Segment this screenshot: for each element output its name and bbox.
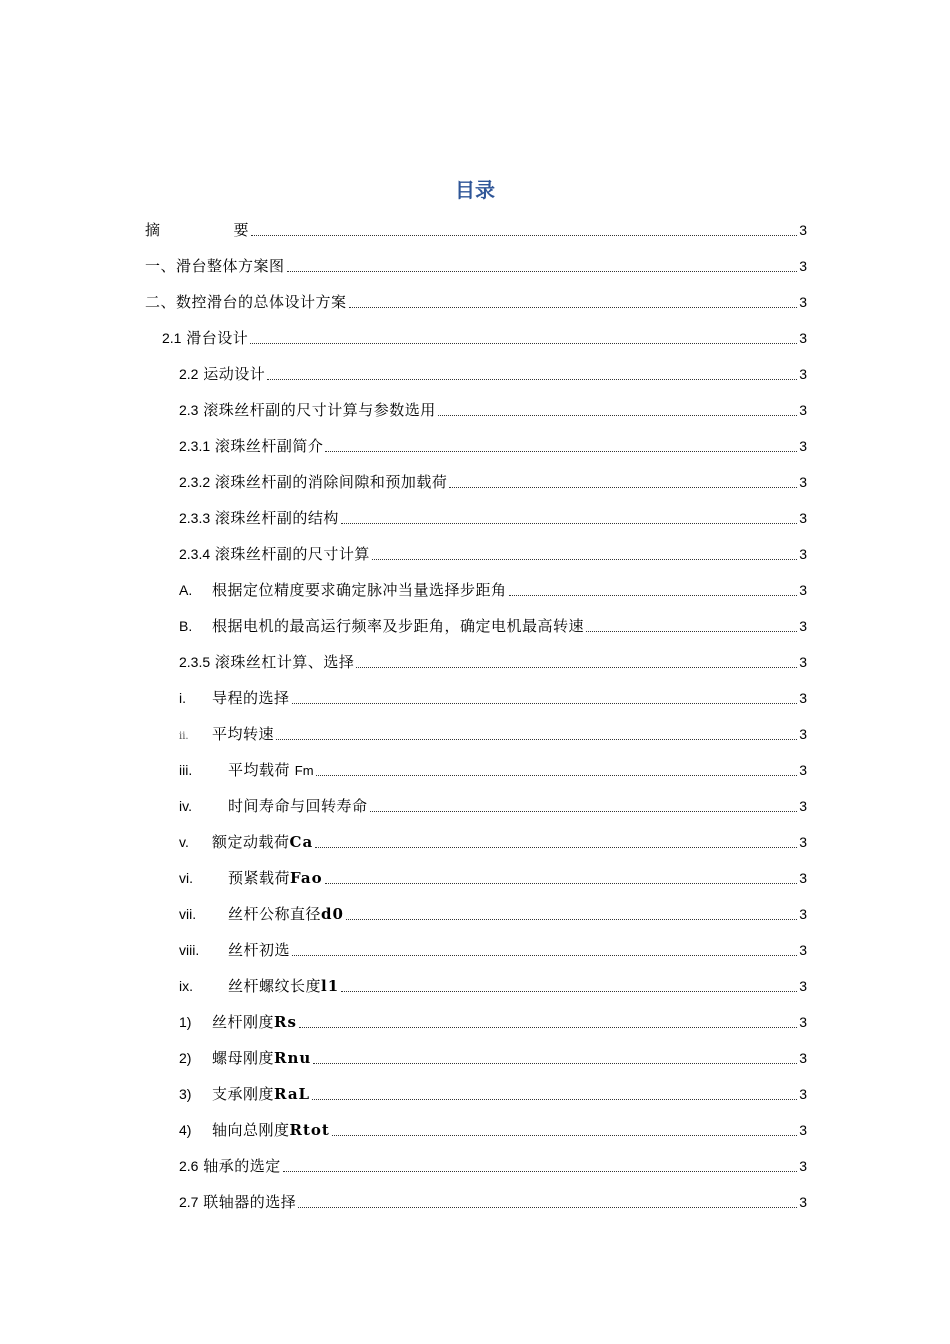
toc-entry-label xyxy=(179,974,339,998)
toc-entry-marker: ii. xyxy=(179,731,189,742)
toc-entry-label xyxy=(179,1154,281,1178)
toc-page-number: 3 xyxy=(799,258,807,274)
toc-page-number: 3 xyxy=(799,582,807,598)
dot-leader xyxy=(586,630,797,632)
toc-page-number: 3 xyxy=(799,366,807,382)
dot-leader xyxy=(349,306,798,308)
toc-entry-label xyxy=(145,218,249,242)
toc-entry-number: 2.3.5 xyxy=(179,654,211,670)
toc-entry-text: 一、滑台整体方案图 xyxy=(145,257,285,275)
toc-entry-marker: ix. xyxy=(179,978,193,994)
toc-entry[interactable] xyxy=(179,578,807,602)
toc-entry[interactable] xyxy=(179,758,807,782)
toc-entry-number: 2.3.4 xyxy=(179,546,211,562)
dot-leader xyxy=(332,1134,797,1136)
toc-entry-text: 导程的选择 xyxy=(212,689,290,707)
toc-page-number: 3 xyxy=(799,1014,807,1030)
dot-leader xyxy=(251,234,797,236)
toc-entry-label xyxy=(179,1190,296,1214)
toc-entry-symbol: Ca xyxy=(289,833,314,851)
toc-entry[interactable] xyxy=(162,326,807,350)
toc-entry[interactable] xyxy=(179,470,807,494)
dot-leader xyxy=(250,342,797,344)
dot-leader xyxy=(356,666,797,668)
toc-entry-text-2: 要 xyxy=(233,221,250,239)
dot-leader xyxy=(298,1206,797,1208)
toc-entry-text: 时间寿命与回转寿命 xyxy=(228,797,368,815)
toc-entry[interactable] xyxy=(179,650,807,674)
toc-entry-text: 滚珠丝杆副简介 xyxy=(214,437,324,455)
toc-entry-number: 2.3.1 xyxy=(179,438,211,454)
toc-entry-text: 丝杆初选 xyxy=(228,941,291,959)
toc-entry-text: 螺母刚度 xyxy=(212,1049,275,1067)
toc-entry-symbol: Rs xyxy=(274,1013,297,1031)
toc-entry-symbol: d0 xyxy=(321,905,344,923)
toc-entry[interactable] xyxy=(179,506,807,530)
toc-entry-number: 2.1 xyxy=(162,330,182,346)
dot-leader xyxy=(292,702,798,704)
toc-entry-text: 运动设计 xyxy=(203,365,266,383)
toc-entry-label xyxy=(179,362,265,386)
toc-entry-marker: viii. xyxy=(179,942,200,958)
dot-leader xyxy=(341,522,797,524)
toc-entry-text: 二、数控滑台的总体设计方案 xyxy=(145,293,347,311)
toc-page-number: 3 xyxy=(799,438,807,454)
toc-entry-label xyxy=(179,650,354,674)
toc-page-number: 3 xyxy=(799,402,807,418)
toc-page-number: 3 xyxy=(799,618,807,634)
toc-entry-label xyxy=(179,506,339,530)
toc-page-number: 3 xyxy=(799,1158,807,1174)
toc-entry[interactable] xyxy=(179,866,807,890)
toc-page-number: 3 xyxy=(799,834,807,850)
toc-entry-symbol: RaL xyxy=(274,1085,311,1103)
dot-leader xyxy=(341,990,797,992)
toc-entry-label xyxy=(145,254,285,278)
toc-entry-label xyxy=(179,470,447,494)
toc-entry-label xyxy=(179,542,370,566)
dot-leader xyxy=(449,486,797,488)
toc-page-number: 3 xyxy=(799,1086,807,1102)
dot-leader xyxy=(438,414,797,416)
toc-entry-label xyxy=(179,830,313,854)
toc-page-number: 3 xyxy=(799,330,807,346)
toc-page-number: 3 xyxy=(799,294,807,310)
toc-entry-text: 丝杆螺纹长度 xyxy=(228,977,322,995)
toc-entry-text: 摘 xyxy=(145,221,161,239)
toc-page-number: 3 xyxy=(799,690,807,706)
toc-entry-label xyxy=(179,434,323,458)
toc-entry-marker: iv. xyxy=(179,798,192,814)
toc-entry-number: 2.7 xyxy=(179,1194,199,1210)
toc-entry[interactable] xyxy=(179,938,807,962)
toc-entry-label xyxy=(179,866,323,890)
toc-entry[interactable] xyxy=(145,254,807,278)
toc-entry[interactable] xyxy=(179,794,807,818)
toc-page-number: 3 xyxy=(799,222,807,238)
toc-entry-label xyxy=(145,290,347,314)
toc-entry-text: 滚珠丝杠计算、选择 xyxy=(214,653,355,671)
toc-entry[interactable] xyxy=(179,1082,807,1106)
toc-entry-marker: B. xyxy=(179,618,193,634)
toc-entry[interactable] xyxy=(179,434,807,458)
toc-entry[interactable] xyxy=(179,1154,807,1178)
toc-entry-text: 丝杆刚度 xyxy=(212,1013,275,1031)
toc-entry-text: 滚珠丝杆副的尺寸计算 xyxy=(214,545,370,563)
toc-entry-label xyxy=(179,938,290,962)
toc-entry-marker: 3) xyxy=(179,1086,192,1102)
toc-entry-text: 平均转速 xyxy=(212,725,275,743)
toc-page-number: 3 xyxy=(799,906,807,922)
toc-entry-text: 根据电机的最高运行频率及步距角，确定电机最高转速 xyxy=(212,617,585,635)
toc-entry-number: 2.3 xyxy=(179,402,199,418)
toc-entry-number: 2.3.2 xyxy=(179,474,211,490)
toc-entry-number: 2.3.3 xyxy=(179,510,211,526)
dot-leader xyxy=(325,450,797,452)
toc-entry-label xyxy=(179,758,314,783)
toc-entry-marker: 2) xyxy=(179,1050,192,1066)
toc-page-number: 3 xyxy=(799,654,807,670)
toc-entry-label xyxy=(179,1082,310,1106)
dot-leader xyxy=(325,882,798,884)
dot-leader xyxy=(267,378,797,380)
toc-entry-marker: vii. xyxy=(179,906,197,922)
dot-leader xyxy=(312,1098,797,1100)
toc-entry-marker: A. xyxy=(179,582,193,598)
toc-entry-symbol: Rnu xyxy=(274,1049,312,1067)
dot-leader xyxy=(372,558,797,560)
dot-leader xyxy=(292,954,797,956)
toc-page-number: 3 xyxy=(799,762,807,778)
toc-entry-label xyxy=(179,614,584,638)
toc-entry-label xyxy=(179,722,274,749)
toc-page-number: 3 xyxy=(799,510,807,526)
toc-page-number: 3 xyxy=(799,798,807,814)
toc-page-number: 3 xyxy=(799,546,807,562)
toc-entry-marker: 1) xyxy=(179,1014,192,1030)
toc-entry-marker: v. xyxy=(179,834,189,850)
dot-leader xyxy=(313,1062,797,1064)
dot-leader xyxy=(287,270,798,272)
toc-title: 目录 xyxy=(455,178,495,202)
toc-entry-label xyxy=(179,686,290,710)
toc-entry-text: 支承刚度 xyxy=(212,1085,275,1103)
toc-entry[interactable] xyxy=(179,902,807,926)
toc-entry-label xyxy=(179,578,507,602)
toc-entry[interactable] xyxy=(179,542,807,566)
toc-entry[interactable] xyxy=(179,362,807,386)
toc-entry[interactable] xyxy=(179,974,807,998)
toc-entry-text: 滑台设计 xyxy=(186,329,249,347)
toc-entry[interactable] xyxy=(179,398,807,422)
toc-entry-number: 2.2 xyxy=(179,366,199,382)
toc-entry-label xyxy=(179,398,436,422)
toc-page-number: 3 xyxy=(799,942,807,958)
toc-page-number: 3 xyxy=(799,1122,807,1138)
toc-entry-label xyxy=(179,1046,311,1070)
toc-entry-symbol: l1 xyxy=(321,977,340,995)
toc-entry-symbol: Rtot xyxy=(289,1121,330,1139)
toc-entry-text: 轴承的选定 xyxy=(203,1157,281,1175)
toc-page-number: 3 xyxy=(799,978,807,994)
toc-entry-label xyxy=(179,794,368,818)
toc-entry-text: 滚珠丝杆副的尺寸计算与参数选用 xyxy=(203,401,436,419)
dot-leader xyxy=(276,738,797,740)
toc-page-number: 3 xyxy=(799,1194,807,1210)
toc-entry-marker: i. xyxy=(179,690,186,706)
toc-entry-suffix: Fm xyxy=(294,763,314,778)
dot-leader xyxy=(315,846,797,848)
toc-entry[interactable] xyxy=(145,218,807,242)
dot-leader xyxy=(509,594,798,596)
toc-entry-text: 预紧载荷 xyxy=(228,869,291,887)
toc-page-number: 3 xyxy=(799,870,807,886)
toc-entry[interactable] xyxy=(179,722,807,746)
toc-entry[interactable] xyxy=(145,290,807,314)
toc-entry-text: 滚珠丝杆副的结构 xyxy=(214,509,339,527)
toc-entry-label xyxy=(162,326,248,350)
toc-entry-text: 根据定位精度要求确定脉冲当量选择步距角 xyxy=(212,581,507,599)
dot-leader xyxy=(370,810,798,812)
toc-page-number: 3 xyxy=(799,474,807,490)
toc-page-number: 3 xyxy=(799,1050,807,1066)
dot-leader xyxy=(316,774,798,776)
toc-entry-symbol: Fao xyxy=(290,869,323,887)
toc-entry-marker: iii. xyxy=(179,762,193,778)
toc-entry-label xyxy=(179,1010,297,1034)
toc-entry[interactable] xyxy=(179,1010,807,1034)
toc-entry-text: 额定动载荷 xyxy=(212,833,290,851)
toc-entry-text: 滚珠丝杆副的消除间隙和预加载荷 xyxy=(214,473,448,491)
toc-entry-marker: vi. xyxy=(179,870,193,886)
toc-entry[interactable] xyxy=(179,614,807,638)
toc-entry[interactable] xyxy=(179,686,807,710)
dot-leader xyxy=(346,918,797,920)
toc-entry-text: 轴向总刚度 xyxy=(212,1121,290,1139)
toc-entry[interactable] xyxy=(179,1118,807,1142)
toc-entry-label xyxy=(179,1118,330,1142)
toc-entry-text: 联轴器的选择 xyxy=(203,1193,297,1211)
dot-leader xyxy=(299,1026,797,1028)
toc-entry-marker: 4) xyxy=(179,1122,192,1138)
dot-leader xyxy=(283,1170,797,1172)
toc-entry[interactable] xyxy=(179,1046,807,1070)
toc-entry-label xyxy=(179,902,344,926)
toc-entry[interactable] xyxy=(179,1190,807,1214)
toc-page-number: 3 xyxy=(799,726,807,742)
toc-entry-text: 平均载荷 xyxy=(228,761,291,779)
toc-entry[interactable] xyxy=(179,830,807,854)
toc-entry-text: 丝杆公称直径 xyxy=(228,905,322,923)
toc-entry-number: 2.6 xyxy=(179,1158,199,1174)
